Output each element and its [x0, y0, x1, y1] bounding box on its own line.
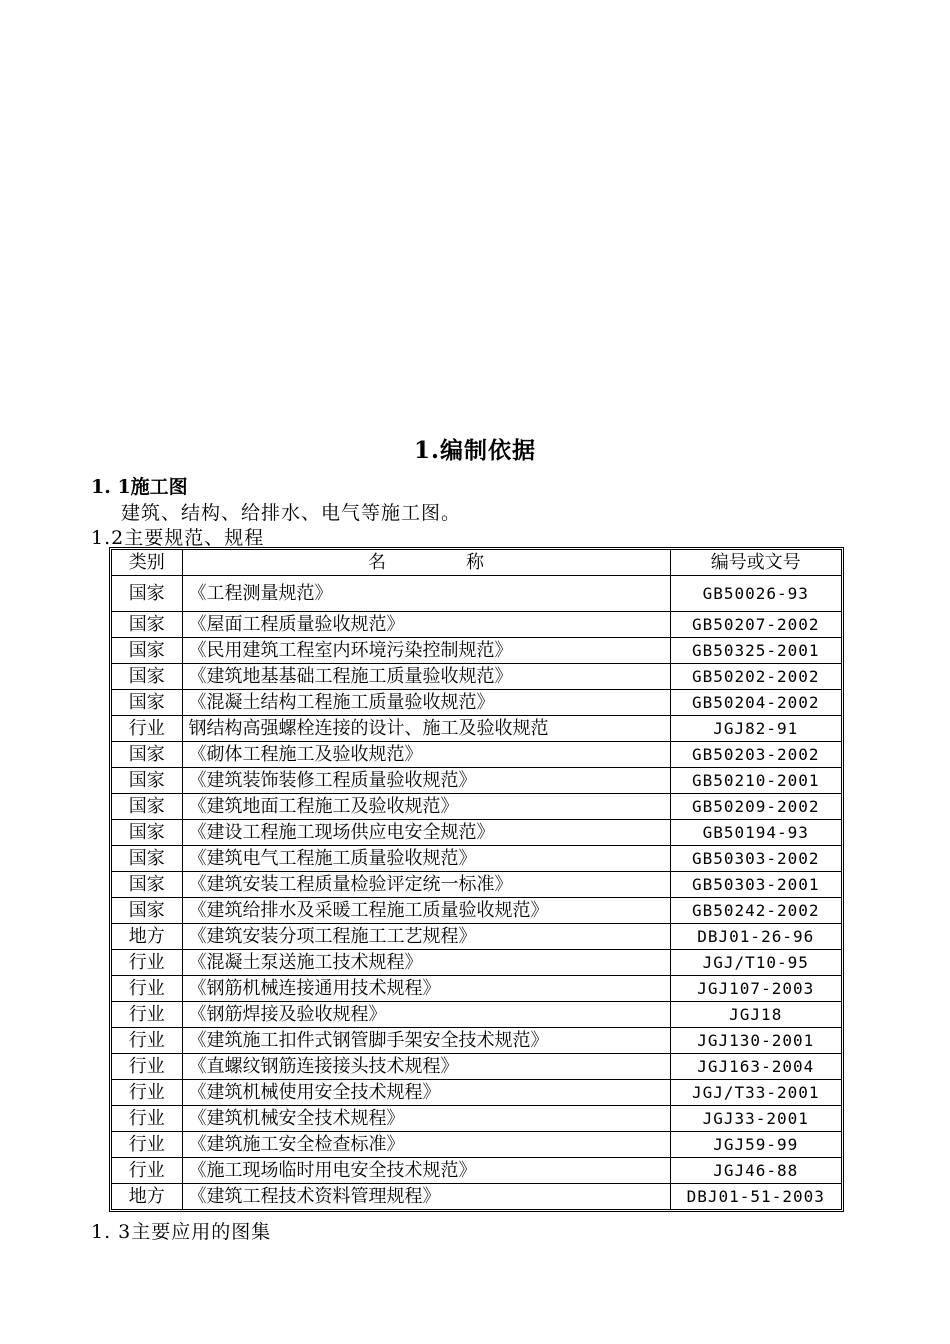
row-name: 《钢筋机械连接通用技术规程》: [182, 976, 670, 1002]
row-code: GB50194-93: [670, 820, 841, 846]
row-category: 行业: [112, 716, 182, 742]
row-code: JGJ163-2004: [670, 1054, 841, 1080]
row-category: 国家: [112, 846, 182, 872]
row-code: JGJ130-2001: [670, 1028, 841, 1054]
row-code: JGJ33-2001: [670, 1106, 841, 1132]
row-code: GB50242-2002: [670, 898, 841, 924]
row-code: GB50303-2001: [670, 872, 841, 898]
row-category: 行业: [112, 1028, 182, 1054]
table-row: [112, 846, 841, 872]
header-name-part-a: 名: [368, 551, 386, 573]
table-row: [112, 1028, 841, 1054]
row-name: 钢结构高强螺栓连接的设计、施工及验收规范: [182, 716, 670, 742]
row-code: JGJ82-91: [670, 716, 841, 742]
row-name: 《建筑安装分项工程施工工艺规程》: [182, 924, 670, 950]
row-name: 《民用建筑工程室内环境污染控制规范》: [182, 638, 670, 664]
row-name: 《建筑地面工程施工及验收规范》: [182, 794, 670, 820]
table-row: [112, 716, 841, 742]
row-code: JGJ18: [670, 1002, 841, 1028]
row-code: JGJ/T10-95: [670, 950, 841, 976]
row-category: 行业: [112, 1002, 182, 1028]
row-category: 行业: [112, 1054, 182, 1080]
table-row: [112, 794, 841, 820]
row-name: 《建筑给排水及采暖工程施工质量验收规范》: [182, 898, 670, 924]
row-name: 《建设工程施工现场供应电安全规范》: [182, 820, 670, 846]
row-code: GB50325-2001: [670, 638, 841, 664]
table-row: [112, 924, 841, 950]
row-name: 《工程测量规范》: [182, 576, 670, 612]
row-category: 国家: [112, 768, 182, 794]
row-name: 《直螺纹钢筋连接接头技术规程》: [182, 1054, 670, 1080]
table-row: [112, 1158, 841, 1184]
row-name: 《建筑工程技术资料管理规程》: [182, 1184, 670, 1210]
row-name: 《施工现场临时用电安全技术规范》: [182, 1158, 670, 1184]
row-code: GB50303-2002: [670, 846, 841, 872]
header-name: [182, 550, 670, 576]
table-row: [112, 576, 841, 612]
table-row: [112, 742, 841, 768]
row-name: 《建筑机械使用安全技术规程》: [182, 1080, 670, 1106]
row-category: 行业: [112, 1106, 182, 1132]
row-name: 《建筑装饰装修工程质量验收规范》: [182, 768, 670, 794]
row-code: GB50209-2002: [670, 794, 841, 820]
row-code: GB50204-2002: [670, 690, 841, 716]
table-row: [112, 898, 841, 924]
table-row: [112, 872, 841, 898]
table-row: [112, 1132, 841, 1158]
row-code: GB50026-93: [670, 576, 841, 612]
header-name-part-b: 称: [466, 551, 484, 573]
row-category: 国家: [112, 664, 182, 690]
row-code: JGJ/T33-2001: [670, 1080, 841, 1106]
row-code: DBJ01-51-2003: [670, 1184, 841, 1210]
row-name: 《混凝土泵送施工技术规程》: [182, 950, 670, 976]
table-row: [112, 664, 841, 690]
row-name: 《钢筋焊接及验收规程》: [182, 1002, 670, 1028]
row-category: 国家: [112, 612, 182, 638]
row-code: GB50203-2002: [670, 742, 841, 768]
section-heading-atlases: 1. 3主要应用的图集: [91, 1221, 272, 1243]
table-header-row: [112, 550, 841, 576]
row-name: 《建筑电气工程施工质量验收规范》: [182, 846, 670, 872]
row-name: 《建筑施工扣件式钢管脚手架安全技术规范》: [182, 1028, 670, 1054]
table-row: [112, 1184, 841, 1210]
table-row: [112, 1054, 841, 1080]
table-row: [112, 690, 841, 716]
row-name: 《建筑安装工程质量检验评定统一标准》: [182, 872, 670, 898]
row-category: 国家: [112, 690, 182, 716]
header-code: 编号或文号: [670, 550, 841, 576]
page-title: 1.编制依据: [413, 437, 536, 464]
table-row: [112, 1002, 841, 1028]
row-name: 《屋面工程质量验收规范》: [182, 612, 670, 638]
table-row: [112, 1106, 841, 1132]
row-category: 国家: [112, 742, 182, 768]
row-code: JGJ107-2003: [670, 976, 841, 1002]
row-category: 行业: [112, 1158, 182, 1184]
table-row: [112, 638, 841, 664]
row-name: 《建筑地基基础工程施工质量验收规范》: [182, 664, 670, 690]
table-row: [112, 950, 841, 976]
row-name: 《建筑机械安全技术规程》: [182, 1106, 670, 1132]
row-code: JGJ59-99: [670, 1132, 841, 1158]
row-category: 地方: [112, 1184, 182, 1210]
row-code: GB50207-2002: [670, 612, 841, 638]
table-row: [112, 820, 841, 846]
row-category: 国家: [112, 576, 182, 612]
row-code: GB50210-2001: [670, 768, 841, 794]
section-heading-drawings: 1. 1施工图: [91, 476, 188, 498]
row-category: 地方: [112, 924, 182, 950]
table-row: [112, 1080, 841, 1106]
row-name: 《混凝土结构工程施工质量验收规范》: [182, 690, 670, 716]
header-category: 类别: [112, 550, 182, 576]
row-code: GB50202-2002: [670, 664, 841, 690]
row-code: DBJ01-26-96: [670, 924, 841, 950]
row-name: 《建筑施工安全检查标准》: [182, 1132, 670, 1158]
row-category: 行业: [112, 1080, 182, 1106]
table-row: [112, 612, 841, 638]
standards-table: [109, 547, 844, 1212]
row-category: 国家: [112, 898, 182, 924]
section-text-drawings: 建筑、结构、给排水、电气等施工图。: [121, 502, 462, 524]
row-category: 国家: [112, 638, 182, 664]
row-category: 行业: [112, 1132, 182, 1158]
table-row: [112, 976, 841, 1002]
row-category: 行业: [112, 950, 182, 976]
row-code: JGJ46-88: [670, 1158, 841, 1184]
row-category: 国家: [112, 872, 182, 898]
row-category: 国家: [112, 794, 182, 820]
row-category: 国家: [112, 820, 182, 846]
row-category: 行业: [112, 976, 182, 1002]
row-name: 《砌体工程施工及验收规范》: [182, 742, 670, 768]
table-row: [112, 768, 841, 794]
section-heading-standards: 1.2主要规范、规程: [91, 527, 265, 549]
standards-table-grid: [112, 550, 841, 1209]
